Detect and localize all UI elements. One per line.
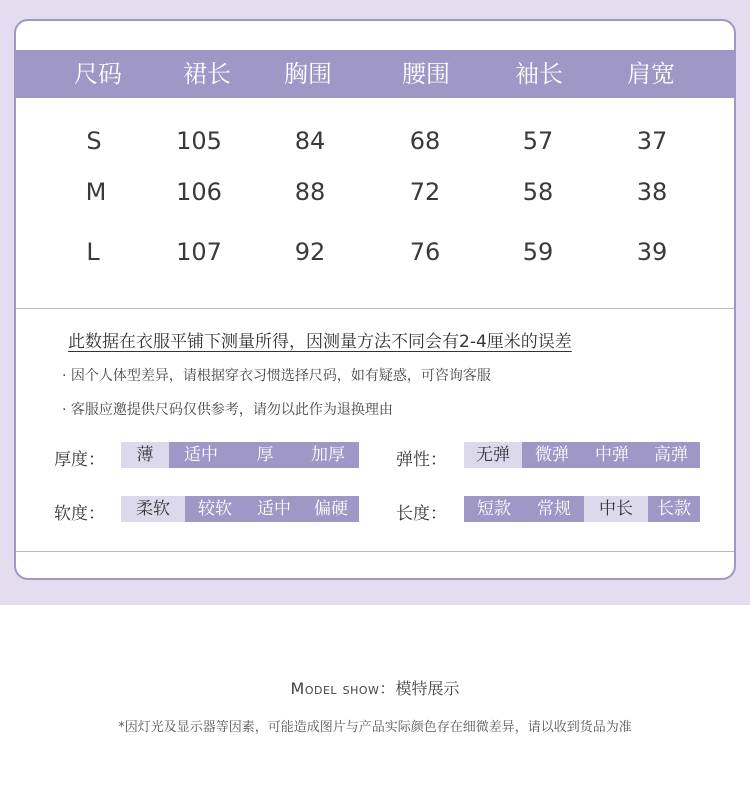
divider <box>16 551 734 552</box>
table-cell: 84 <box>294 127 326 155</box>
table-cell: 107 <box>176 238 222 266</box>
elasticity-option-none: 无弹 <box>464 442 522 468</box>
table-cell: 88 <box>294 178 326 206</box>
table-cell: S <box>86 127 102 155</box>
header-waist: 腰围 <box>402 60 450 88</box>
softness-option-soft: 柔软 <box>121 496 185 522</box>
table-cell: 92 <box>294 238 326 266</box>
divider <box>16 308 734 309</box>
length-option-short: 短款 <box>464 496 524 522</box>
table-cell: 59 <box>522 238 554 266</box>
softness-bar <box>121 496 359 522</box>
header-shoulder: 肩宽 <box>627 60 675 88</box>
table-cell: 58 <box>522 178 554 206</box>
elasticity-option-slight: 微弹 <box>522 442 582 468</box>
table-cell: 106 <box>176 178 222 206</box>
table-cell: 57 <box>522 127 554 155</box>
header-dress-length: 裙长 <box>183 60 231 88</box>
thickness-option-extra-thick: 加厚 <box>297 442 359 468</box>
elasticity-bar <box>464 442 700 468</box>
table-cell: 72 <box>409 178 441 206</box>
model-show-title-en: Model show <box>290 679 380 698</box>
measurement-note: 此数据在衣服平铺下测量所得，因测量方法不同会有2-4厘米的误差 <box>68 332 572 352</box>
thickness-label: 厚度： <box>54 450 105 470</box>
thickness-option-medium: 适中 <box>169 442 233 468</box>
color-disclaimer: *因灯光及显示器等因素，可能造成图片与产品实际颜色存在细微差异，请以收到货品为准 <box>118 720 632 735</box>
elasticity-option-medium: 中弹 <box>582 442 642 468</box>
length-option-long: 长款 <box>648 496 700 522</box>
softness-option-fairly-soft: 较软 <box>185 496 245 522</box>
model-show-colon: ： <box>379 679 396 698</box>
table-cell: M <box>85 178 107 206</box>
model-show-heading <box>0 676 750 699</box>
length-bar <box>464 496 700 522</box>
table-cell: 105 <box>176 127 222 155</box>
table-cell: 38 <box>636 178 668 206</box>
elasticity-option-high: 高弹 <box>642 442 700 468</box>
thickness-option-thick: 厚 <box>233 442 297 468</box>
thickness-bar <box>121 442 359 468</box>
table-cell: 68 <box>409 127 441 155</box>
header-sleeve: 袖长 <box>515 60 563 88</box>
length-label: 长度： <box>396 504 447 524</box>
length-option-mid: 中长 <box>584 496 648 522</box>
table-cell: 37 <box>636 127 668 155</box>
table-cell: 39 <box>636 238 668 266</box>
note-line-1: · 因个人体型差异，请根据穿衣习惯选择尺码，如有疑惑，可咨询客服 <box>62 368 491 384</box>
table-cell: L <box>86 238 100 266</box>
length-option-regular: 常规 <box>524 496 584 522</box>
model-show-title-cn: 模特展示 <box>395 679 460 698</box>
header-size: 尺码 <box>74 60 122 88</box>
softness-option-stiff: 偏硬 <box>303 496 359 522</box>
header-bust: 胸围 <box>284 60 332 88</box>
elasticity-label: 弹性： <box>396 450 447 470</box>
size-chart-card <box>14 19 736 580</box>
table-cell: 76 <box>409 238 441 266</box>
thickness-option-thin: 薄 <box>121 442 169 468</box>
softness-option-medium: 适中 <box>245 496 303 522</box>
note-line-2: · 客服应邀提供尺码仅供参考，请勿以此作为退换理由 <box>62 402 393 418</box>
softness-label: 软度： <box>54 504 105 524</box>
